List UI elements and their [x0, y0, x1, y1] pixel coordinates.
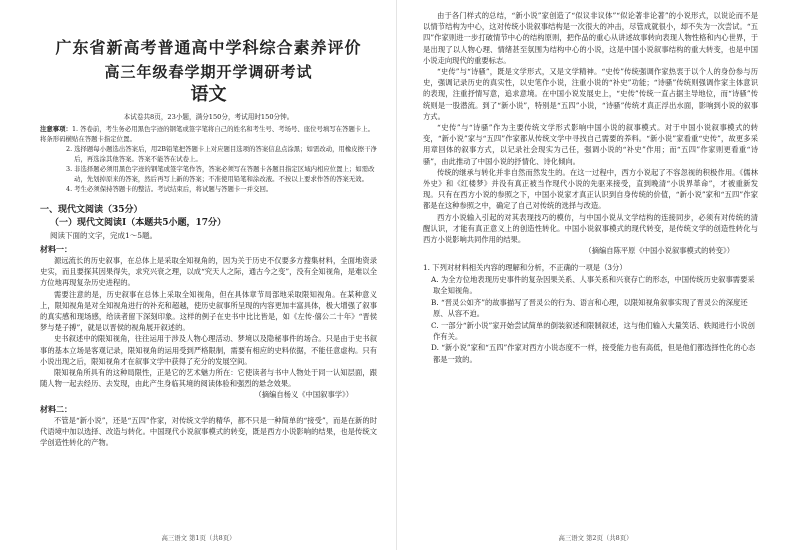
material-paragraph: 限知视角所具有的这种局限性，正是它的艺术魅力所在：它使读者与书中人物处于同一认知层面，跟随人物一起去经历、去发现，由此产生身临其境的阅读体验和强烈的悬念效果。: [40, 368, 377, 389]
material-paragraph: 源远流长的历史叙事，在总体上是采取全知视角的，因为关于历史不仅要多方搜集材料，全面地资录史实，而且要探其因果得失，求究兴衰之理，以成“究天人之际，通古今之变”，没有全知视角，是难以全方位地再现复杂历史进程的。: [40, 256, 377, 288]
page-footer: 高三语文 第2页（共8页）: [558, 534, 633, 542]
material-paragraph: 传统的继承与转化并非自然而然发生的。在这一过程中，西方小说起了不容忽视的积极作用。《儒林外史》和《红楼梦》并没有真正被当作现代小说的先驱来接受，直到晚清“小说界革命”，才被重新发现。只有在西方小说的参照之下，中国小说家才真正认识到自身传统的价值，“新小说”家和“五四”作家都是在这种参照之中，确定了自己对传统的选择与改造。: [423, 167, 758, 211]
page-two: [397, 0, 794, 550]
material-paragraph: 史书叙述中的限知视角，往往运用于涉及人物心理活动、梦境以及隐秘事件的场合。只是由于史书叙事的基本立场是客观记录，限知视角的运用受到严格限制，需要有相应的史料依据，不能任意虚构。只有小说出现之后，限知视角才在叙事文学中获得了充分的发展空间。: [40, 334, 377, 366]
question-option-b: B. “晋灵公如齐”的故事描写了晋灵公的行为、语言和心理，以限知视角叙事实现了晋灵公的深度还原、从容不迫。: [431, 297, 748, 319]
question-stem: 1. 下列对材料相关内容的理解和分析，不正确的一项是（3分）: [423, 263, 627, 273]
notes-label: 注意事项：: [40, 125, 72, 133]
material-citation: （摘编自杨义《中国叙事学》）: [254, 390, 353, 400]
material-paragraph: “史传”与“诗骚”作为主要传统文学形式影响中国小说的叙事模式。对于中国小说叙事模式的转变，“新小说”家与“五四”作家都从传统文学中寻找自己需要的养料。“新小说”家看重“史传”，故更多采用章回体的叙事方式，以记录社会现实为己任，强调小说的“补史”作用；而“五四”作家则更看重“诗骚”，由此推动了中国小说的抒情化、诗化倾向。: [423, 123, 758, 166]
material-paragraph: “史传”与“诗骚”，既是文学形式，又是文学精神。“史传”传统强调作家热衷于以个人的身份参与历史，强调记录历史的真实性，以史笔作小说，注重小说的“补史”功能；“诗骚”传统则强调作家主体意识的表现，注重抒情写意，追求意境。在中国小说发展史上，“史传”传统一直占据主导地位，而“诗骚”传统则是一股潜流。到了“新小说”，特别是“五四”小说，“诗骚”传统才真正浮出水面，影响到小说的叙事方式。: [423, 67, 758, 121]
exam-notes: [40, 124, 377, 194]
material-citation: （摘编自陈平原《中国小说叙事模式的转变》）: [584, 246, 734, 256]
page-footer: 高三语文 第1页（共8页）: [161, 534, 236, 542]
exam-title-line2: 高三年级春学期开学调研考试: [104, 63, 313, 81]
exam-info: 本试卷共8页，23小题，满分150分，考试用时150分钟。: [123, 113, 294, 121]
subject-title: 语文: [190, 84, 227, 105]
material-paragraph: 西方小说输入引起的对其表现技巧的模仿，与中国小说从文学结构的连接同步，必须有对传统的清醒认识，才能有真正意义上的创造性转化。中国小说叙事模式的现代转变，是传统文学的创造性转化与西方小说影响共同作用的结果。: [423, 212, 758, 245]
material-label: 材料一：: [40, 244, 72, 254]
note-item: 2. 选择题每小题选出答案后，用2B铅笔把答题卡上对应题目选项的答案信息点涂黑；如需改动，用橡皮擦干净后，再选涂其他答案。答案不能答在试卷上。: [66, 145, 377, 163]
section-heading: 一、现代文阅读（35分）: [40, 205, 143, 215]
question-option-d: D. “新小说”家和“五四”作家对西方小说态度不一样，接受能力也有高低，但是他们都选择性化的心态都是一致的。: [431, 343, 756, 364]
material-label: 材料二：: [40, 403, 72, 414]
reading-instruction: 阅读下面的文字，完成1～5题。: [50, 231, 158, 240]
material-paragraph: 需要注意的是，历史叙事在总体上采取全知视角，但在具体章节局部地采取限知视角。在某种意义上，限知视角是对全知视角进行的补充和超越，使历史叙事所呈现的内容更加丰富具体，极大增强了叙事的真实感和现场感，给读者留下深刻印象。这样的例子在史书中比比皆是，如《左传·僖公二十年》“晋侯梦与楚子搏”，就是以晋侯的视角展开叙述的。: [40, 289, 377, 333]
exam-title-line1: 广东省新高考普通高中学科综合素养评价: [55, 38, 362, 57]
note-item: 1. 答卷前，考生务必用黑色字迹的钢笔或签字笔将自己的姓名和考生号、考场号、座位号填写在答题卡上。将条形码横贴在答题卡指定位置。: [40, 125, 375, 143]
note-item: 4. 考生必须保持答题卡的整洁。考试结束后，将试题与答题卡一并交回。: [66, 185, 273, 193]
question-option-c: C. 一部分“新小说”家开始尝试简单的倒装叙述和限制叙述，这与他们输入大量笑话、轶闻进行小说创作有关。: [431, 320, 755, 341]
question-option-a: A. 为全方位地表现历史事件的复杂因果关系、人事关系和兴衰存亡的形态，中国传统历史叙事需要采取全知视角。: [431, 274, 755, 296]
subsection-heading: （一）现代文阅读Ⅰ（本题共5小题，17分）: [50, 218, 226, 228]
note-item: 3. 非选择题必须用黑色字迹的钢笔或签字笔作答，答案必须写在答题卡各题目指定区域内相应位置上；如需改动，先划掉原来的答案，然后再写上新的答案；不准使用铅笔和涂改液。不按以上要求作答的答案无效。: [66, 165, 375, 183]
material-paragraph: 不管是“新小说”，还是“五四”作家，对传统文学的精华，都不只是一种简单的“接受”，而是在新的时代语境中加以选择、改造与转化。中国现代小说叙事模式的转变，既是西方小说影响的结果，也是传统文学创造性转化的产物。: [40, 415, 377, 448]
material-paragraph: 由于各门样式的总结，“新小说”家创造了“似议非议体”“似论著非论著”的小说形式，以说论而不是以情节结构为中心，这对传统小说叙事结构是一次很大的冲击，尽管成就很小，却不失为一次尝试。“五四”作家则进一步打破情节中心的结构原则，把作品的重心从讲述故事转向表现人物性格和内心世界，于是出现了以人物心理、情绪甚至氛围为结构中心的小说，这是中国小说叙事结构的重大转变，也是中国小说走向现代的重要标志。: [423, 11, 758, 65]
